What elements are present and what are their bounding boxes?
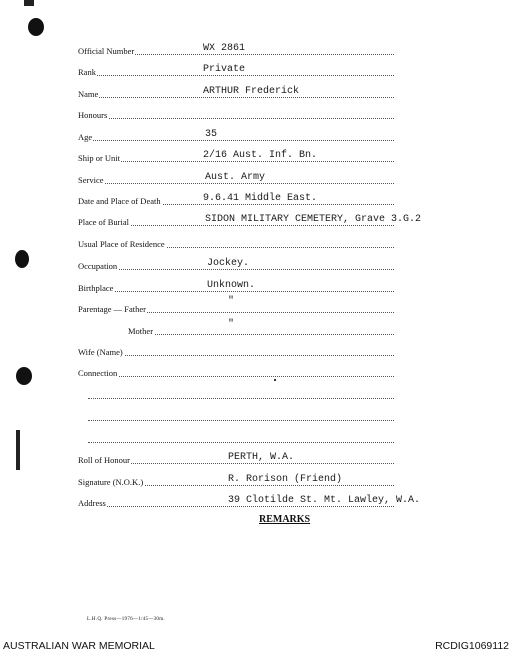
label-address: Address [78, 498, 106, 508]
label-signature: Signature (N.O.K.) [78, 477, 144, 487]
value-mother: " [228, 319, 235, 330]
value-address: 39 Clotilde St. Mt. Lawley, W.A. [228, 495, 421, 506]
row-ship-or-unit [78, 149, 394, 163]
value-age: 35 [205, 129, 218, 140]
label-parentage-father: Parentage — Father [78, 304, 146, 314]
label-connection: Connection [78, 368, 118, 378]
label-place-of-burial: Place of Burial [78, 217, 129, 227]
label-rank: Rank [78, 67, 96, 77]
punch-hole-middle [15, 250, 29, 268]
value-birthplace: Unknown. [207, 280, 256, 291]
archive-footer [0, 638, 513, 654]
row-parentage-father [78, 296, 394, 314]
dotted-line [78, 376, 394, 377]
punch-hole-top [28, 18, 44, 36]
row-roll-of-honour [78, 451, 394, 465]
value-date-place-death: 9.6.41 Middle East. [203, 193, 318, 204]
printer-imprint: L.H.Q. Press—1976—1/45—30m. [87, 617, 165, 622]
value-roll-of-honour: PERTH, W.A. [228, 452, 295, 463]
dotted-line [78, 161, 394, 162]
row-birthplace [78, 279, 394, 293]
value-parentage-father: " [228, 296, 235, 307]
row-age [78, 128, 394, 142]
value-name: ARTHUR Frederick [203, 86, 300, 97]
dotted-line [78, 118, 394, 119]
row-honours [78, 106, 394, 120]
row-occupation [78, 257, 394, 271]
dotted-line [78, 291, 394, 292]
label-date-place-death: Date and Place of Death [78, 196, 161, 206]
punch-hole-lower [16, 367, 32, 385]
label-age: Age [78, 132, 93, 142]
label-honours: Honours [78, 110, 108, 120]
dotted-line [78, 506, 394, 507]
value-signature: R. Rorison (Friend) [228, 474, 343, 485]
dotted-line [88, 420, 394, 421]
value-official-number: WX 2861 [203, 43, 246, 54]
dotted-line [88, 442, 394, 443]
archive-name: AUSTRALIAN WAR MEMORIAL [3, 640, 155, 652]
row-signature [78, 473, 394, 487]
connection-line-3 [88, 408, 394, 422]
label-ship-or-unit: Ship or Unit [78, 153, 121, 163]
dotted-line [128, 334, 394, 335]
dotted-line [78, 97, 394, 98]
label-official-number: Official Number [78, 46, 135, 56]
record-id: RCDIG1069112 [435, 640, 509, 652]
dotted-line [78, 355, 394, 356]
scan-mark-top [24, 0, 34, 6]
connection-line-4 [88, 430, 394, 444]
row-place-of-burial [78, 213, 422, 227]
row-name [78, 85, 394, 99]
value-ship-or-unit: 2/16 Aust. Inf. Bn. [203, 150, 318, 161]
label-usual-residence: Usual Place of Residence [78, 239, 165, 249]
connection-line-2 [88, 386, 394, 400]
label-name: Name [78, 89, 99, 99]
label-service: Service [78, 175, 104, 185]
value-occupation: Jockey. [207, 258, 250, 269]
dotted-line [78, 140, 394, 141]
label-birthplace: Birthplace [78, 283, 114, 293]
dotted-line [78, 75, 394, 76]
label-mother: Mother [128, 326, 154, 336]
value-place-of-burial: SIDON MILITARY CEMETERY, Grave 3.G.2 [205, 214, 422, 225]
row-usual-residence [78, 235, 394, 249]
value-service: Aust. Army [205, 172, 266, 183]
remarks-heading: REMARKS [259, 514, 311, 525]
row-mother [128, 319, 394, 336]
label-wife: Wife (Name) [78, 347, 123, 357]
dotted-line [78, 183, 394, 184]
row-address [78, 494, 421, 508]
connection-mark [274, 379, 276, 381]
row-connection [78, 364, 394, 378]
value-rank: Private [203, 64, 246, 75]
row-official-number [78, 42, 394, 56]
scan-mark-edge [16, 430, 20, 470]
label-roll-of-honour: Roll of Honour [78, 455, 130, 465]
row-date-place-death [78, 192, 394, 206]
dotted-line [78, 269, 394, 270]
row-rank [78, 63, 394, 77]
dotted-line [88, 398, 394, 399]
label-occupation: Occupation [78, 261, 118, 271]
row-wife [78, 343, 394, 357]
row-service [78, 171, 394, 185]
